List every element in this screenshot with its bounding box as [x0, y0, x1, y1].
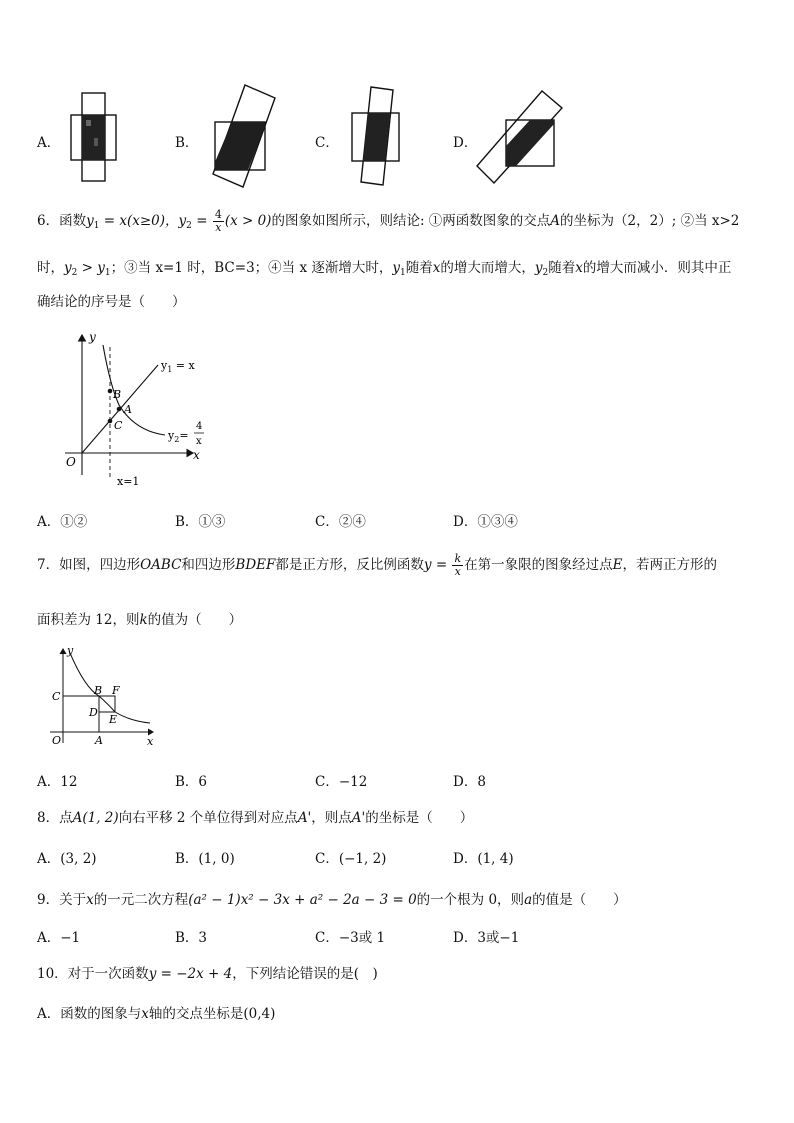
q6-label-y2-num: 4	[196, 421, 203, 432]
q5-option-b[interactable]: B．	[175, 135, 199, 151]
q6-point-a	[117, 407, 122, 412]
q9-stem: 9．关于x的一元二次方程(a² − 1)x² − 3x + a² − 2a − 3 = 0的一个根为 0，则a的值是（ ）	[37, 892, 627, 908]
q6-point-c	[108, 419, 113, 424]
q7-label-b: B	[94, 684, 103, 697]
q8-number: 8．	[37, 810, 60, 826]
q6-stem-line1: 6．函数$y_1 = x(x\ge 0)$，$y_2$ = $\frac{4}{x}$ (x > 0)的图象如图所示，则结论: ①两函数图象的交点A的坐标为（2，2）; ②当 x>2	[37, 208, 740, 234]
q10-number: 10．	[37, 966, 68, 982]
q7-option-d[interactable]: D．8	[453, 774, 486, 790]
q6-label-y2-den: x	[196, 436, 202, 447]
q6-option-b[interactable]: B．①③	[175, 514, 226, 530]
q7-label-a: A	[95, 734, 103, 747]
q6-option-a[interactable]: A．①②	[37, 514, 88, 530]
q8-option-d[interactable]: D．(1, 4)	[453, 851, 514, 867]
q6-y-axis-label: y	[89, 330, 96, 344]
q6-option-d[interactable]: D．①③④	[453, 514, 518, 530]
q6-label-y2: $y_2=$	[168, 429, 189, 444]
q8-stem: 8．点A(1, 2)向右平移 2 个单位得到对应点A'，则点A'的坐标是（ ）	[37, 810, 474, 826]
q5-figure-c	[345, 82, 415, 188]
q5-figure-b	[205, 80, 285, 190]
q7-label-d: D	[89, 706, 98, 719]
q7-x-axis-label: x	[147, 735, 154, 748]
q7-option-b[interactable]: B．6	[175, 774, 208, 790]
q6-label-y1: $y_1 = x$	[161, 359, 195, 374]
q6-number: 6．	[37, 213, 60, 229]
q6-point-b	[108, 389, 113, 394]
q7-number: 7．	[37, 557, 60, 573]
q7-label-f: F	[112, 684, 120, 697]
q9-option-b[interactable]: B．3	[175, 930, 208, 946]
q5-option-d[interactable]: D．	[453, 135, 478, 151]
q6-stem-line2: 时，$y_2 > y_1$；③当 x=1 时，BC=3；④当 x 逐渐增大时，$y_1$随着x的增大而增大，$y_2$随着x的增大而减小．则其中正	[37, 260, 732, 278]
q5-figure-a	[60, 88, 130, 188]
q7-label-c: C	[52, 690, 61, 703]
q8-option-a[interactable]: A．(3, 2)	[37, 851, 97, 867]
q7-stem-line1: 7．如图，四边形OABC和四边形BDEF都是正方形，反比例函数y = $\frac{k}{x}$ 在第一象限的图象经过点E，若两正方形的	[37, 552, 717, 578]
q7-option-c[interactable]: C．−12	[315, 774, 368, 790]
q6-stem-line3: 确结论的序号是（ ）	[37, 294, 186, 310]
q7-label-o: O	[52, 734, 62, 747]
q7-graph	[45, 643, 165, 753]
q7-label-e: E	[109, 713, 118, 726]
q7-fraction: $\frac{k}{x}$	[454, 552, 462, 578]
q6-label-c: C	[114, 419, 123, 432]
q6-x-axis-label: x	[193, 448, 200, 462]
q6-label-b: B	[113, 388, 122, 401]
q5-option-c[interactable]: C．	[315, 135, 339, 151]
q7-y-axis-label: y	[67, 644, 74, 657]
q5-figure-d	[472, 86, 572, 186]
q6-fraction: $\frac{4}{x}$	[214, 208, 222, 234]
q10-stem: 10．对于一次函数y = −2x + 4，下列结论错误的是( )	[37, 966, 378, 982]
q6-graph	[55, 325, 225, 495]
q9-option-a[interactable]: A．−1	[37, 930, 81, 946]
q7-stem-line2: 面积差为 12，则k的值为（ ）	[37, 612, 243, 628]
q5-option-a[interactable]: A．	[37, 135, 61, 151]
q6-label-x1: x=1	[117, 475, 140, 488]
q6-option-c[interactable]: C．②④	[315, 514, 366, 530]
q6-label-a: A	[124, 403, 132, 416]
q8-option-c[interactable]: C．(−1, 2)	[315, 851, 387, 867]
q9-equation: (a² − 1)x² − 3x + a² − 2a − 3 = 0	[188, 892, 417, 908]
q9-option-d[interactable]: D．3或−1	[453, 930, 520, 946]
q8-option-b[interactable]: B．(1, 0)	[175, 851, 235, 867]
q10-option-a[interactable]: A．函数的图象与x轴的交点坐标是(0,4)	[37, 1006, 276, 1022]
q10-function: y = −2x + 4	[148, 966, 233, 982]
q9-number: 9．	[37, 892, 60, 908]
q7-option-a[interactable]: A．12	[37, 774, 78, 790]
q9-option-c[interactable]: C．−3或 1	[315, 930, 386, 946]
q6-origin-label: O	[66, 455, 76, 469]
